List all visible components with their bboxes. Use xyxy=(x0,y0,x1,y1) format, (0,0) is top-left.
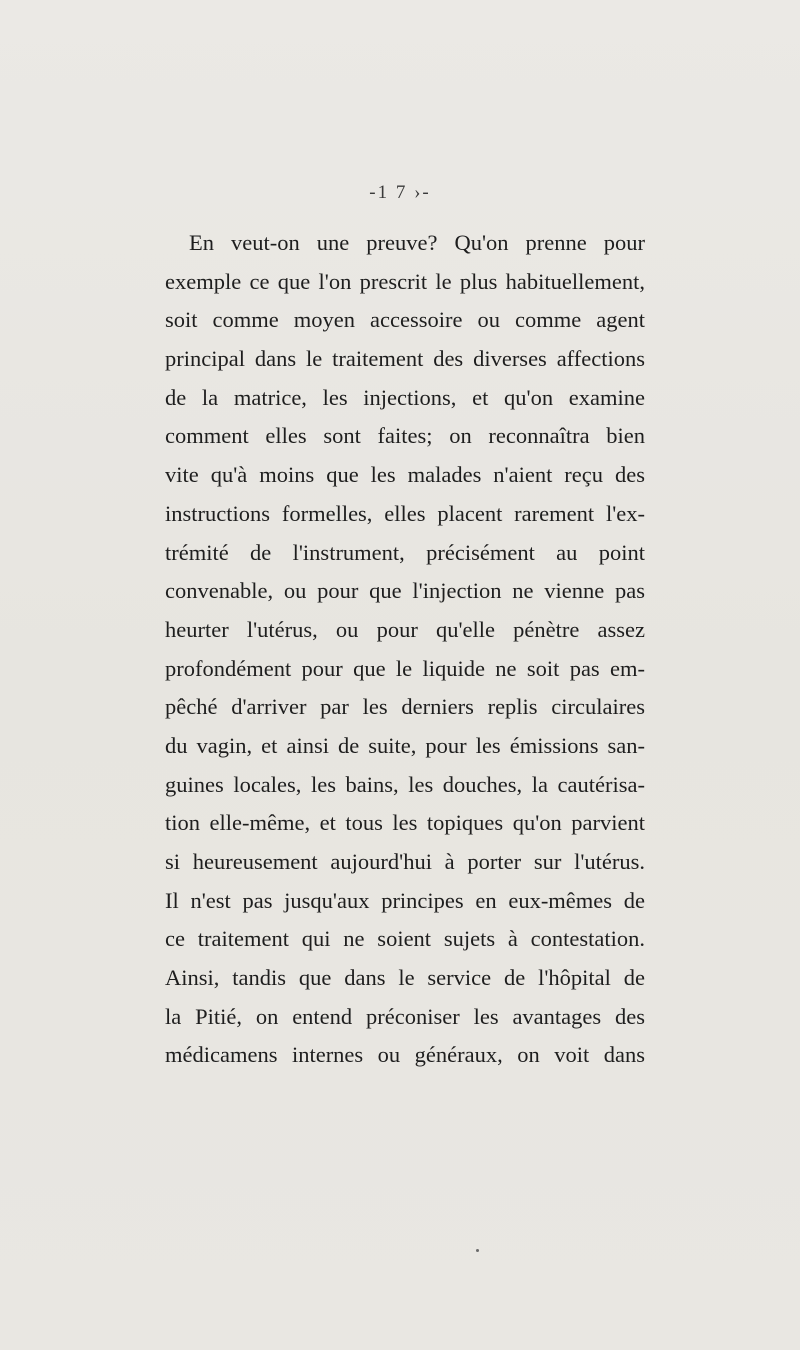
text-line: heurter l'utérus, ou pour qu'elle pénètre assez xyxy=(165,616,645,642)
text-line: de la matrice, les injections, et qu'on examine xyxy=(165,384,645,410)
text-line: profondément pour que le liquide ne soit pas em- xyxy=(165,655,645,681)
text-line: guines locales, les bains, les douches, la cautérisa- xyxy=(165,771,645,797)
ink-speck xyxy=(476,1249,479,1252)
text-line: soit comme moyen accessoire ou comme agent xyxy=(165,307,645,333)
text-line: Il n'est pas jusqu'aux principes en eux-mêmes de xyxy=(165,887,645,913)
text-line: Ainsi, tandis que dans le service de l'hôpital de xyxy=(165,965,645,991)
text-line: trémité de l'instrument, précisément au point xyxy=(165,539,645,565)
text-line: instructions formelles, elles placent rarement l'ex- xyxy=(165,500,645,526)
text-line: médicamens internes ou généraux, on voit dans xyxy=(165,1042,645,1068)
text-line: pêché d'arriver par les derniers replis circulaires xyxy=(165,694,645,720)
text-line: comment elles sont faites; on reconnaîtra bien xyxy=(165,423,645,449)
text-line: si heureusement aujourd'hui à porter sur l'utérus. xyxy=(165,849,645,874)
body-text xyxy=(165,224,645,1075)
text-line: En veut-on une preuve? Qu'on prenne pour xyxy=(189,230,645,255)
text-line: vite qu'à moins que les malades n'aient reçu des xyxy=(165,462,645,488)
text-line: principal dans le traitement des diverses affections xyxy=(165,346,645,372)
text-line: tion elle-même, et tous les topiques qu'on parvient xyxy=(165,810,645,836)
page-number: -1 7 ›- xyxy=(369,182,431,203)
text-line: ce traitement qui ne soient sujets à contestation. xyxy=(165,926,645,952)
text-line: exemple ce que l'on prescrit le plus habituellement, xyxy=(165,268,645,294)
text-line: convenable, ou pour que l'injection ne vienne pas xyxy=(165,578,645,604)
text-line: la Pitié, on entend préconiser les avantages des xyxy=(165,1003,645,1029)
text-line: du vagin, et ainsi de suite, pour les émissions san- xyxy=(165,732,645,758)
